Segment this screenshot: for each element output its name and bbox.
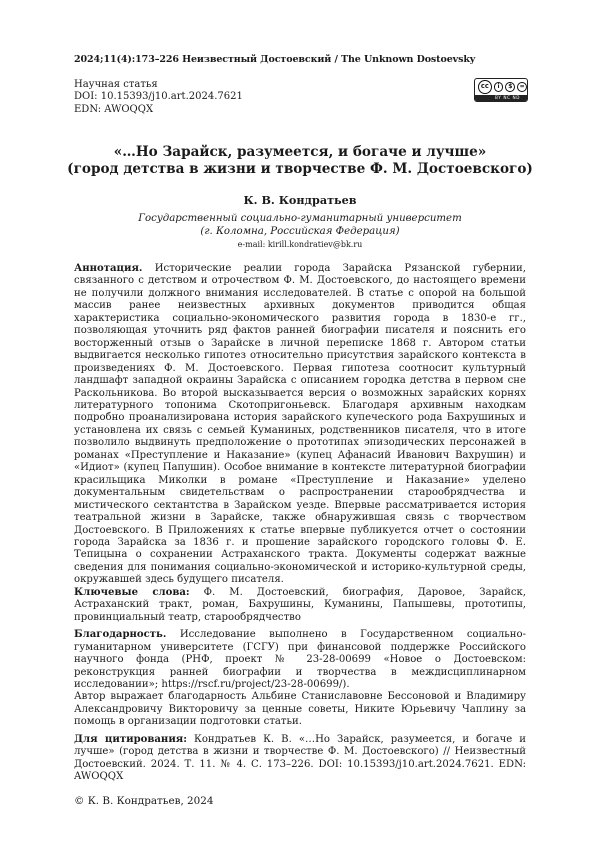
author-email[interactable]: e-mail: kirill.kondratiev@bk.ru bbox=[237, 240, 363, 249]
attribution-icon: i bbox=[494, 82, 504, 92]
author-name: К. В. Кондратьев bbox=[243, 193, 357, 207]
cc-badge-label: BY NC ND bbox=[475, 95, 527, 101]
acknowledgement-paragraph bbox=[74, 629, 526, 691]
acknowledgement-text: Исследование выполнено в Государственном социально-гуманитарном университете (ГСГУ) при финансовой поддержке Российского научного фонда (РНФ, проект № 23-28-00699 «Новое о Достоевском: реконструкция ранней биографии и творчества в междисциплинарном исследовании»; https://rscf.ru/project/23-28-00699/). bbox=[74, 629, 526, 690]
keywords-text: Ф. М. Достоевский, биография, Даровое, Зарайск, Астраханский тракт, роман, Бахрушины, Куманины, Папышевы, прототипы, провинциальный театр, старообрядчество bbox=[74, 586, 526, 623]
journal-header: 2024;11(4):173–226 Неизвестный Достоевский / The Unknown Dostoevsky bbox=[74, 54, 476, 65]
citation-label: Для цитирования: bbox=[74, 733, 187, 745]
copyright-notice: © К. В. Кондратьев, 2024 bbox=[74, 795, 214, 807]
keywords-paragraph bbox=[74, 587, 526, 624]
title-line-1: «…Но Зарайск, разумеется, и богаче и лучше» bbox=[113, 144, 487, 160]
title-line-2: (город детства в жизни и творчестве Ф. М. Достоевского) bbox=[67, 161, 533, 177]
article-meta bbox=[74, 79, 243, 116]
abstract-text: Исторические реалии города Зарайска Рязанской губернии, связанного с детством и отрочеством Ф. М. Достоевского, до настоящего времени не получили должного внимания исследователей. В статье с опорой на большой массив ранее неизвестных архивных документов приводится общая характеристика социально-экономического развития города в 1830-е гг., позволяющая уточнить ряд фактов ранней биографии писателя и пояснить его восторженный отзыв о Зарайске в личной переписке 1868 г. Автором статьи выдвигается несколько гипотез относительно присутствия зарайского контекста в произведениях Ф. М. Достоевского. Первая гипотеза соотносит культурный ландшафт западной окраины Зарайска с описанием городка детства в первом сне Раскольникова. Во второй высказывается версия о возможных зарайских корнях литературного топонима Скотопригоньевск. Благодаря архивным находкам подробно проанализирована история зарайского купеческого рода Бахрушиных и установлена их связь с семьей Куманиных, родственников писателя, что в итоге позволило выдвинуть предположение о прототипах эпизодических персонажей в романах «Преступление и Наказание» (купец Афанасий Иванович Вахрушин) и «Идиот» (купец Папушин). Особое внимание в контексте литературной биографии красильщика Миколки в романе «Преступление и Наказание» уделено документальным свидетельствам о распространении старообрядчества и мистического сектантства в Зарайском уезде. Впервые рассматривается история театральной жизни в Зарайске, также обнаружившая связь с творчеством Достоевского. В Приложениях к статье впервые публикуется отчет о состоянии города Зарайска за 1836 г. и прошение зарайского городского головы Ф. Е. Тепицына о сохранении Астраханского тракта. Документы содержат важные сведения для понимания социально-экономической и историко-культурной среды, окружавшей здесь будущего писателя. bbox=[74, 263, 526, 586]
edn-text: EDN: AWOQQX bbox=[74, 103, 154, 115]
acknowledgement-label: Благодарность. bbox=[74, 629, 167, 641]
affiliation-line-1: Государственный социально-гуманитарный университет bbox=[138, 213, 462, 224]
creative-commons-icon: cc bbox=[478, 80, 492, 94]
affiliation-line-2: (г. Коломна, Российская Федерация) bbox=[200, 226, 400, 237]
abstract-label: Аннотация. bbox=[74, 263, 143, 274]
acknowledgement-thanks: Автор выражает благодарность Альбине Станиславовне Бессоновой и Владимиру Александровичу Викторовичу за ценные советы, Никите Юрьевичу Чаплину за помощь в организации подготовки статьи. bbox=[74, 691, 526, 728]
noderivatives-icon: = bbox=[517, 82, 527, 92]
citation-text: Кондратьев К. В. «…Но Зарайск, разумеется, и богаче и лучше» (город детства в жизни и творчестве Ф. М. Достоевского) // Неизвестный Достоевский. 2024. Т. 11. № 4. С. 173–226. DOI: 10.15393/j10.art.2024.7621. EDN: AWOQQX bbox=[74, 733, 526, 783]
cc-license-badge-icon[interactable] bbox=[474, 78, 528, 102]
article-type: Научная статья bbox=[74, 79, 158, 90]
citation-paragraph bbox=[74, 734, 526, 784]
author-affiliation bbox=[0, 212, 600, 238]
noncommercial-icon: $ bbox=[505, 82, 515, 92]
article-title bbox=[60, 144, 540, 178]
doi-text: DOI: 10.15393/j10.art.2024.7621 bbox=[74, 91, 243, 103]
keywords-label: Ключевые слова: bbox=[74, 586, 190, 598]
article-front-matter bbox=[74, 263, 526, 784]
abstract-paragraph bbox=[74, 263, 526, 587]
